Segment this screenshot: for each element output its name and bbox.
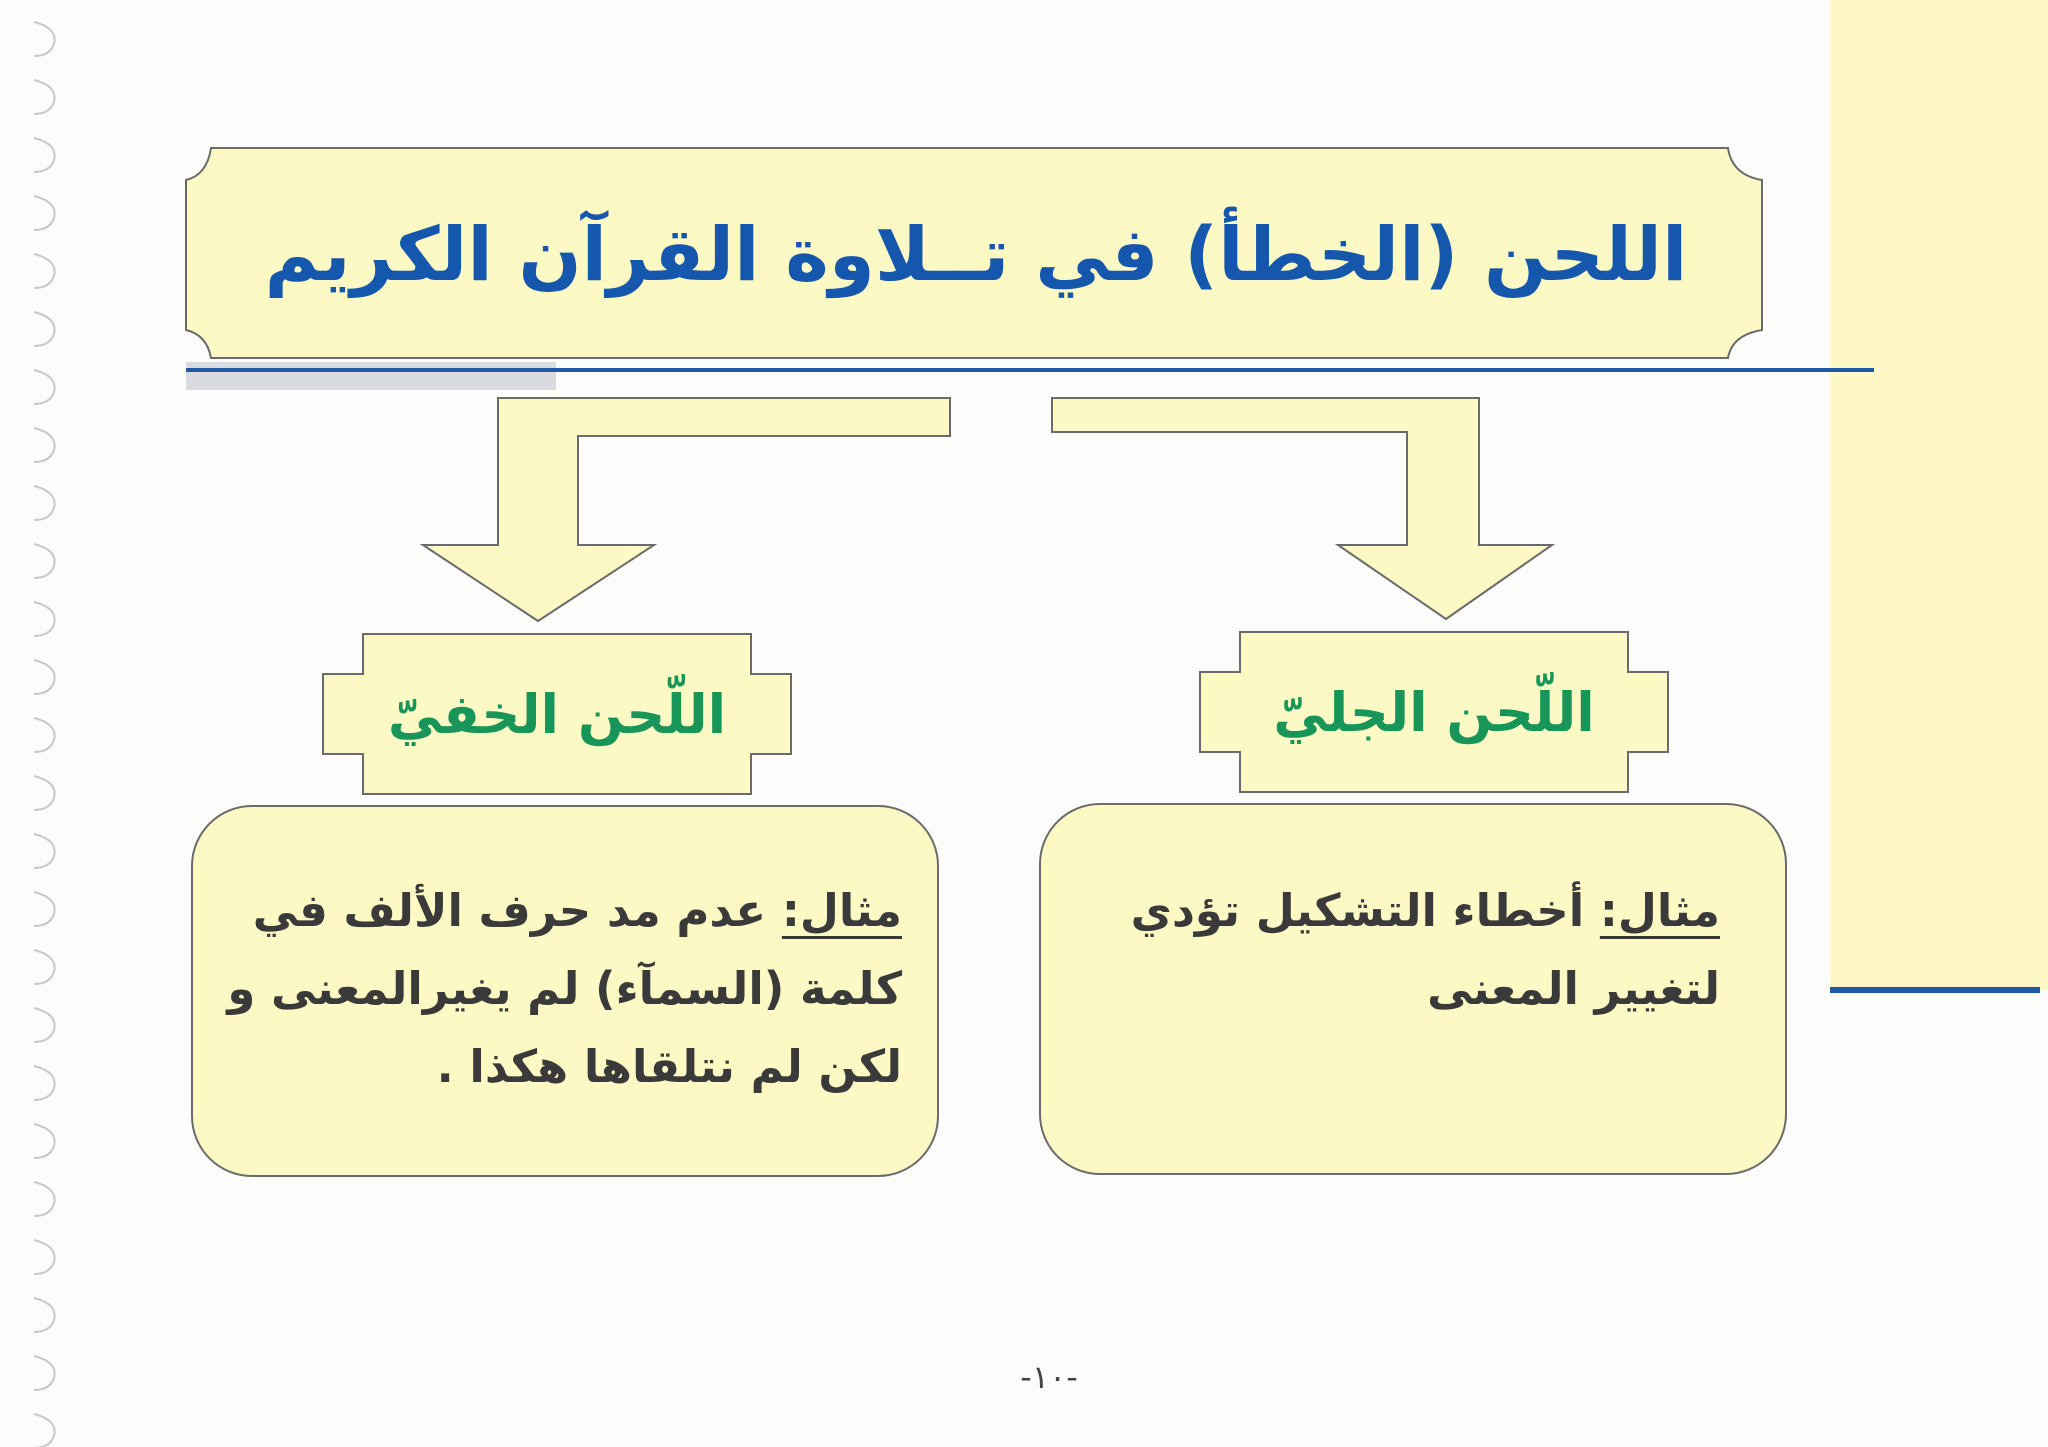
- right-example-text: أخطاء التشكيل تؤدي لتغيير المعنى: [1130, 884, 1720, 1015]
- right-example-heading: مثال:: [1599, 884, 1720, 937]
- arrow-to-right-branch: [1052, 398, 1552, 619]
- title-rule-line: [186, 368, 1874, 372]
- left-branch-example: [222, 872, 902, 1132]
- title-shadow-strip: [186, 362, 556, 390]
- left-example-heading: مثال:: [781, 884, 902, 937]
- right-branch-label: اللّحن الجليّ: [1273, 680, 1595, 744]
- arrow-to-left-branch: [423, 398, 950, 621]
- diagram-title: اللحن (الخطأ) في تــلاوة القرآن الكريم: [264, 212, 1688, 298]
- left-example-text: عدم مد حرف الألف في كلمة (السمآء) لم يغيرالمعنى و لكن لم نتلقاها هكذا .: [227, 884, 902, 1093]
- right-branch-example: [1110, 872, 1720, 1102]
- page-number: -١٠-: [1020, 1358, 1078, 1396]
- left-branch-label: اللّحن الخفيّ: [387, 682, 727, 746]
